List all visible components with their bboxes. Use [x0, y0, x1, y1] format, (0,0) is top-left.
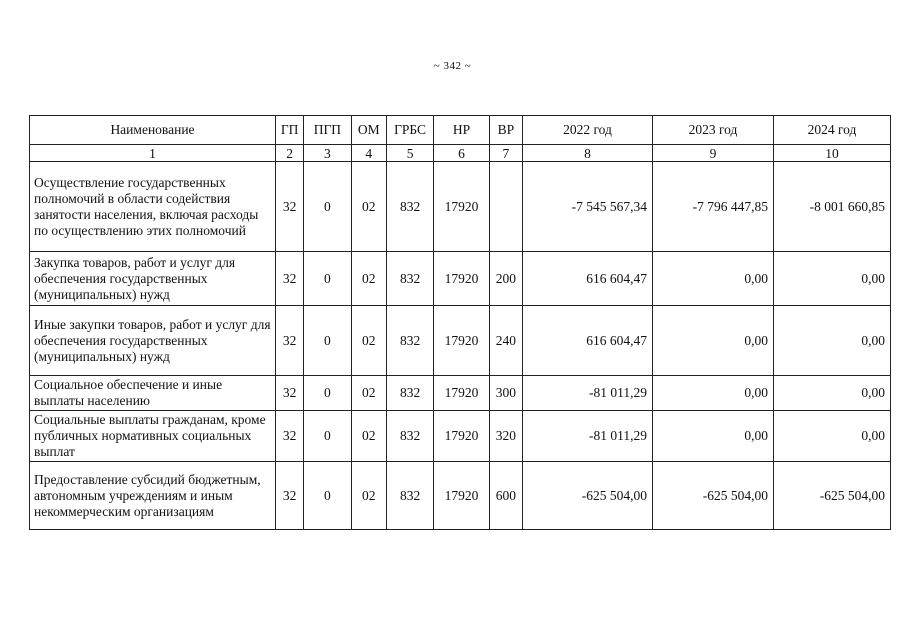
- row-name: Социальное обеспечение и иные выплаты населению: [30, 376, 276, 411]
- cell-gp: 32: [276, 462, 304, 530]
- header-name: Наименование: [30, 116, 276, 145]
- row-name: Осуществление государственных полномочий в области содействия занятости населения, включая расходы по осуществлению этих полномочий: [30, 162, 276, 252]
- cell-grbs: 832: [386, 162, 433, 252]
- cell-gp: 32: [276, 252, 304, 306]
- header-2023: 2023 год: [653, 116, 774, 145]
- cell-nr: 17920: [434, 162, 489, 252]
- cell-om: 02: [351, 306, 386, 376]
- cell-2024: 0,00: [773, 252, 890, 306]
- cell-grbs: 832: [386, 411, 433, 462]
- cell-2023: 0,00: [653, 306, 774, 376]
- cell-2024: -8 001 660,85: [773, 162, 890, 252]
- cell-2023: 0,00: [653, 252, 774, 306]
- cell-gp: 32: [276, 376, 304, 411]
- table-row: [30, 306, 891, 376]
- cell-2023: -7 796 447,85: [653, 162, 774, 252]
- cell-pgp: 0: [304, 162, 351, 252]
- cell-2024: 0,00: [773, 306, 890, 376]
- cell-grbs: 832: [386, 376, 433, 411]
- cell-2022: 616 604,47: [522, 252, 652, 306]
- header-grbs: ГРБС: [386, 116, 433, 145]
- cell-2023: 0,00: [653, 376, 774, 411]
- header-row: [30, 116, 891, 145]
- cell-om: 02: [351, 252, 386, 306]
- cell-2024: 0,00: [773, 376, 890, 411]
- row-name: Предоставление субсидий бюджетным, автономным учреждениям и иным некоммерческим организациям: [30, 462, 276, 530]
- cell-2022: -81 011,29: [522, 411, 652, 462]
- row-name: Социальные выплаты гражданам, кроме публичных нормативных социальных выплат: [30, 411, 276, 462]
- cell-2023: -625 504,00: [653, 462, 774, 530]
- cell-om: 02: [351, 376, 386, 411]
- column-number: 10: [773, 145, 890, 162]
- cell-gp: 32: [276, 306, 304, 376]
- column-number: 6: [434, 145, 489, 162]
- column-number: 3: [304, 145, 351, 162]
- column-number: 5: [386, 145, 433, 162]
- cell-pgp: 0: [304, 376, 351, 411]
- cell-grbs: 832: [386, 252, 433, 306]
- cell-om: 02: [351, 162, 386, 252]
- column-number: 9: [653, 145, 774, 162]
- table-row: [30, 411, 891, 462]
- table-row: [30, 252, 891, 306]
- cell-2022: -625 504,00: [522, 462, 652, 530]
- cell-2024: -625 504,00: [773, 462, 890, 530]
- cell-pgp: 0: [304, 411, 351, 462]
- cell-nr: 17920: [434, 306, 489, 376]
- cell-nr: 17920: [434, 411, 489, 462]
- cell-om: 02: [351, 411, 386, 462]
- cell-gp: 32: [276, 162, 304, 252]
- cell-grbs: 832: [386, 306, 433, 376]
- header-vr: ВР: [489, 116, 522, 145]
- table-row: [30, 462, 891, 530]
- header-om: ОМ: [351, 116, 386, 145]
- cell-vr: 300: [489, 376, 522, 411]
- cell-vr: 600: [489, 462, 522, 530]
- header-gp: ГП: [276, 116, 304, 145]
- row-name: Закупка товаров, работ и услуг для обеспечения государственных (муниципальных) нужд: [30, 252, 276, 306]
- table-row: [30, 376, 891, 411]
- cell-pgp: 0: [304, 306, 351, 376]
- column-number: 8: [522, 145, 652, 162]
- cell-2022: 616 604,47: [522, 306, 652, 376]
- cell-grbs: 832: [386, 462, 433, 530]
- page-number: ~ 342 ~: [433, 60, 472, 72]
- cell-nr: 17920: [434, 376, 489, 411]
- column-number: 4: [351, 145, 386, 162]
- column-number: 2: [276, 145, 304, 162]
- row-name: Иные закупки товаров, работ и услуг для обеспечения государственных (муниципальных) нужд: [30, 306, 276, 376]
- cell-pgp: 0: [304, 252, 351, 306]
- budget-table: [29, 115, 891, 530]
- cell-pgp: 0: [304, 462, 351, 530]
- cell-2022: -7 545 567,34: [522, 162, 652, 252]
- cell-vr: [489, 162, 522, 252]
- header-2024: 2024 год: [773, 116, 890, 145]
- cell-2023: 0,00: [653, 411, 774, 462]
- cell-gp: 32: [276, 411, 304, 462]
- cell-2022: -81 011,29: [522, 376, 652, 411]
- cell-vr: 200: [489, 252, 522, 306]
- table-row: [30, 162, 891, 252]
- cell-nr: 17920: [434, 252, 489, 306]
- column-number: 7: [489, 145, 522, 162]
- cell-om: 02: [351, 462, 386, 530]
- cell-vr: 240: [489, 306, 522, 376]
- cell-2024: 0,00: [773, 411, 890, 462]
- cell-nr: 17920: [434, 462, 489, 530]
- header-pgp: ПГП: [304, 116, 351, 145]
- column-number: 1: [30, 145, 276, 162]
- cell-vr: 320: [489, 411, 522, 462]
- header-2022: 2022 год: [522, 116, 652, 145]
- column-number-row: [30, 145, 891, 162]
- header-nr: НР: [434, 116, 489, 145]
